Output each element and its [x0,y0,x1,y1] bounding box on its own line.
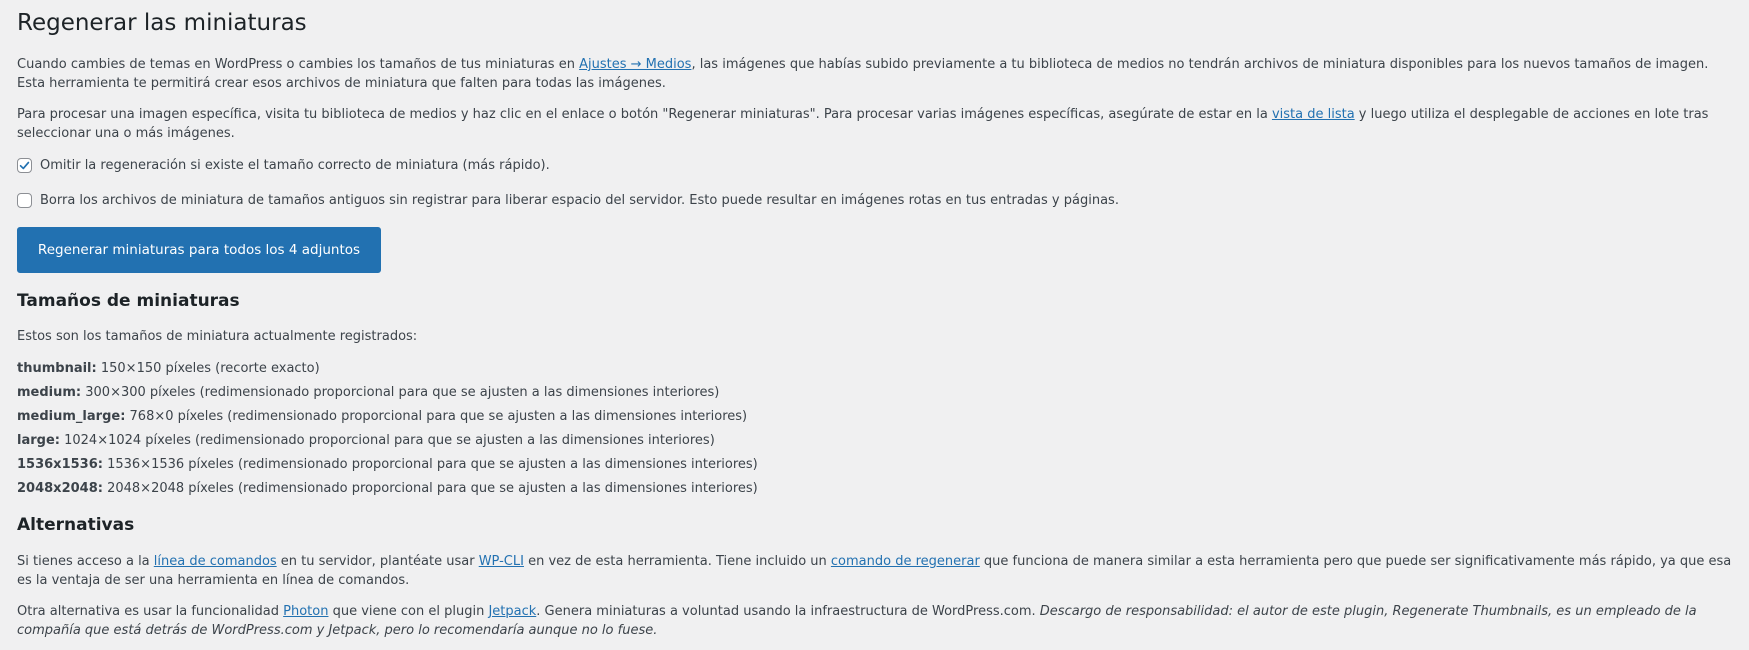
delete-old-option [17,191,1737,211]
checkmark-icon [18,159,31,172]
intro-text: y luego utiliza el desplegable de acciones en lote tras seleccionar una o más imágenes. [17,106,1709,142]
delete-old-label[interactable]: Borra los archivos de miniatura de tamaños antiguos sin registrar para liberar espacio del servidor. Esto puede resultar en imágenes rotas en tus entradas y páginas. [40,193,1119,209]
size-row-2048 [17,477,1737,501]
size-name: 2048x2048: [17,481,103,497]
skip-existing-label[interactable]: Omitir la regeneración si existe el tamaño correcto de miniatura (más rápido). [40,158,550,174]
intro-text: Para procesar una imagen específica, visita tu biblioteca de medios y haz clic en el enlace o botón "Regenerar miniaturas". Para procesar varias imágenes específicas, asegúrate de estar en la [17,106,1272,122]
size-row-large [17,429,1737,453]
size-desc: 150×150 píxeles (recorte exacto) [100,361,320,377]
alt-text: en vez de esta herramienta. Tiene incluido un [523,553,831,569]
size-desc: 2048×2048 píxeles (redimensionado proporcional para que se ajusten a las dimensiones interiores) [107,481,758,497]
size-row-medium [17,381,1737,405]
alternatives-paragraph-2 [17,602,1737,641]
alt-text: Si tienes acceso a la [17,553,154,569]
size-row-medium-large [17,405,1737,429]
size-row-thumbnail [17,357,1737,381]
regenerate-all-button[interactable]: Regenerar miniaturas para todos los 4 adjuntos [17,227,381,273]
sizes-list [17,357,1737,501]
size-desc: 300×300 píxeles (redimensionado proporcional para que se ajusten a las dimensiones interiores) [85,385,720,401]
alt-text: que funciona de manera similar a esta herramienta pero que puede ser significativamente más rápido, ya que esa es la ventaja de ser una herramienta en línea de comandos. [17,553,1732,589]
size-desc: 1024×1024 píxeles (redimensionado proporcional para que se ajusten a las dimensiones interiores) [64,433,715,449]
skip-existing-checkbox[interactable] [17,158,32,173]
intro-paragraph-1 [17,55,1737,94]
intro-text: , las imágenes que habías subido previamente a tu biblioteca de medios no tendrán archivos de miniatura disponibles para los nuevos tamaños de imagen. Esta herramienta te permitirá crear esos archivos de miniatura que falten para todas las imágenes. [17,56,1709,92]
alternatives-paragraph-1 [17,552,1737,591]
sizes-heading: Tamaños de miniaturas [17,290,240,311]
list-view-link[interactable]: vista de lista [1271,106,1355,122]
alt-text: . Genera miniaturas a voluntad usando la infraestructura de WordPress.com. [536,603,1040,619]
intro-text: Cuando cambies de temas en WordPress o cambies los tamaños de tus miniaturas en [17,56,580,72]
size-desc: 1536×1536 píxeles (redimensionado proporcional para que se ajusten a las dimensiones interiores) [107,457,758,473]
size-row-1536 [17,453,1737,477]
size-name: large: [17,433,60,449]
page-title: Regenerar las miniaturas [17,10,307,36]
alt-text: en tu servidor, plantéate usar [276,553,479,569]
regenerate-command-link[interactable]: comando de regenerar [830,553,980,569]
size-name: medium_large: [17,409,126,425]
photon-link[interactable]: Photon [283,603,329,619]
size-name: 1536x1536: [17,457,103,473]
wp-cli-link[interactable]: WP-CLI [478,553,524,569]
size-name: medium: [17,385,82,401]
size-name: thumbnail: [17,361,97,377]
intro-paragraph-2 [17,105,1737,144]
delete-old-checkbox[interactable] [17,193,32,208]
alternatives-heading: Alternativas [17,515,135,536]
skip-existing-option [17,156,1737,176]
jetpack-link[interactable]: Jetpack [488,603,537,619]
media-settings-link[interactable]: Ajustes → Medios [579,56,692,72]
alt-text: Otra alternativa es usar la funcionalidad [17,603,284,619]
alt-text: que viene con el plugin [328,603,489,619]
sizes-intro: Estos son los tamaños de miniatura actualmente registrados: [17,328,418,344]
size-desc: 768×0 píxeles (redimensionado proporcional para que se ajusten a las dimensiones interiores) [129,409,748,425]
disclaimer-text: Descargo de responsabilidad: el autor de este plugin, Regenerate Thumbnails, es un empleado de la compañía que está detrás de WordPress.com y Jetpack, pero lo recomendaría aunque no lo fuese. [17,603,1697,639]
command-line-link[interactable]: línea de comandos [153,553,277,569]
